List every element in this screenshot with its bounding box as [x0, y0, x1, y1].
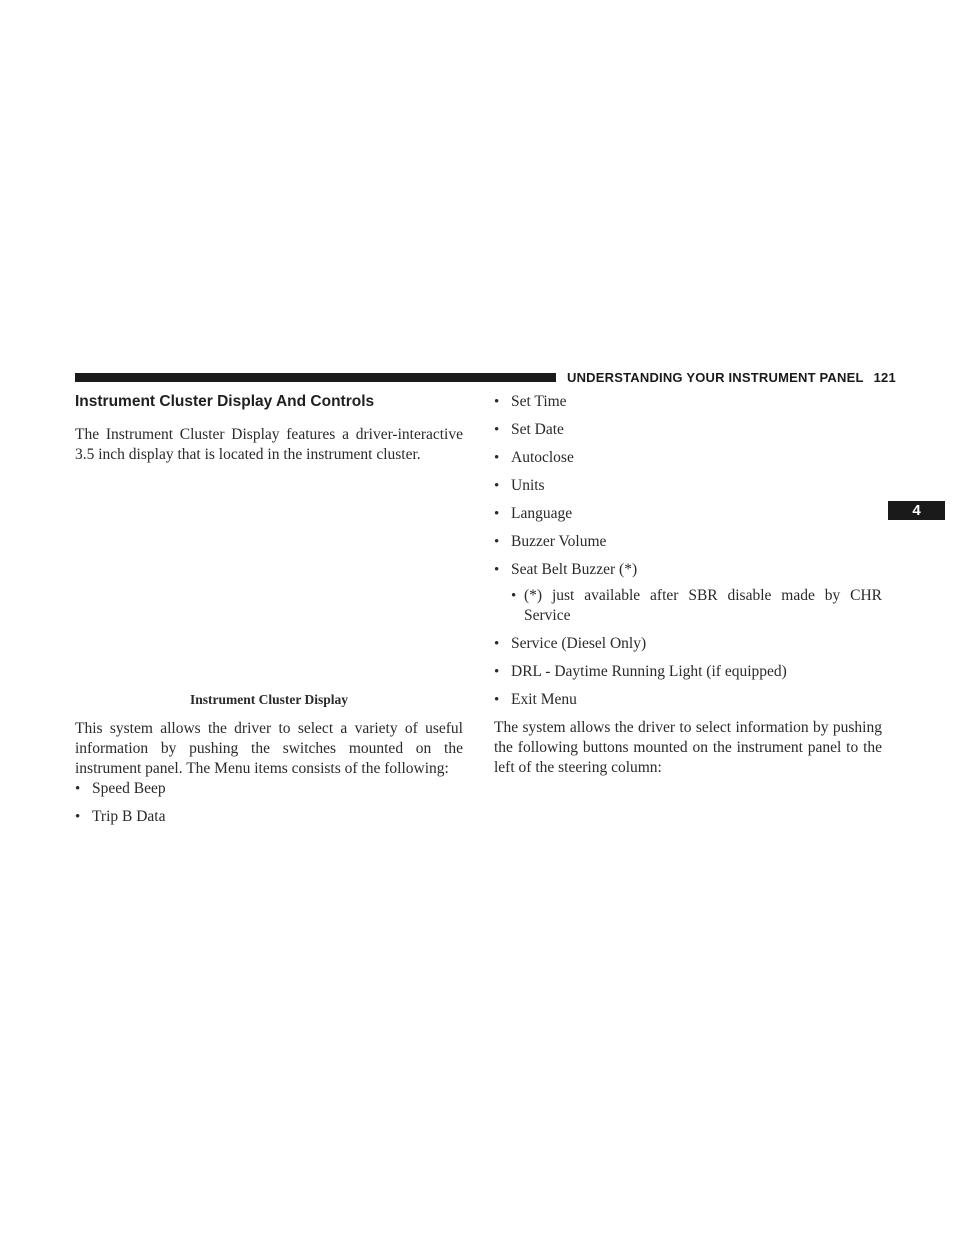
menu-items-list-left	[75, 779, 463, 827]
list-item: • Trip B Data	[75, 808, 166, 825]
bullet-icon: •	[494, 636, 500, 652]
section-title: UNDERSTANDING YOUR INSTRUMENT PANEL	[567, 370, 864, 385]
chapter-tab: 4	[888, 501, 945, 520]
bullet-icon: •	[511, 588, 517, 604]
bullet-icon: •	[494, 506, 500, 522]
sub-list-item: • (*) just available after SBR disable made by CHR Service	[511, 587, 882, 624]
list-item: • Autoclose	[494, 449, 574, 466]
bullet-icon: •	[494, 394, 500, 410]
list-item: • Buzzer Volume	[494, 533, 607, 550]
figure-placeholder	[75, 465, 463, 687]
page-number: 121	[873, 370, 896, 385]
list-item: • Speed Beep	[75, 780, 166, 797]
bullet-icon: •	[494, 450, 500, 466]
bullet-icon: •	[75, 781, 81, 797]
intro-paragraph: The Instrument Cluster Display features a driver-interactive 3.5 inch display that is located in the instrument cluster.	[75, 426, 463, 463]
closing-paragraph: The system allows the driver to select information by pushing the following buttons mounted on the instrument panel to the left of the steering column:	[494, 719, 882, 776]
sub-list	[511, 586, 882, 626]
menu-items-list-right	[494, 392, 882, 710]
section-heading: Instrument Cluster Display And Controls	[75, 393, 375, 410]
list-item: • Set Date	[494, 421, 564, 438]
header-rule	[75, 373, 556, 382]
figure-caption: Instrument Cluster Display	[189, 692, 348, 707]
bullet-icon: •	[494, 692, 500, 708]
list-item: • Seat Belt Buzzer (*) • (*) just available after SBR disable made by CHR Service	[494, 561, 882, 624]
running-header	[567, 370, 896, 385]
bullet-icon: •	[75, 809, 81, 825]
list-item: • Exit Menu	[494, 691, 577, 708]
bullet-icon: •	[494, 534, 500, 550]
bullet-icon: •	[494, 422, 500, 438]
left-column	[75, 392, 463, 835]
right-column	[494, 392, 882, 778]
bullet-icon: •	[494, 478, 500, 494]
list-item: • Set Time	[494, 393, 567, 410]
bullet-icon: •	[494, 562, 500, 578]
list-item: • DRL - Daytime Running Light (if equipped)	[494, 663, 787, 680]
list-item: • Units	[494, 477, 545, 494]
list-item: • Language	[494, 505, 573, 522]
menu-paragraph: This system allows the driver to select a variety of useful information by pushing the switches mounted on the instrument panel. The Menu items consists of the following:	[75, 720, 463, 777]
list-item: • Service (Diesel Only)	[494, 635, 647, 652]
bullet-icon: •	[494, 664, 500, 680]
